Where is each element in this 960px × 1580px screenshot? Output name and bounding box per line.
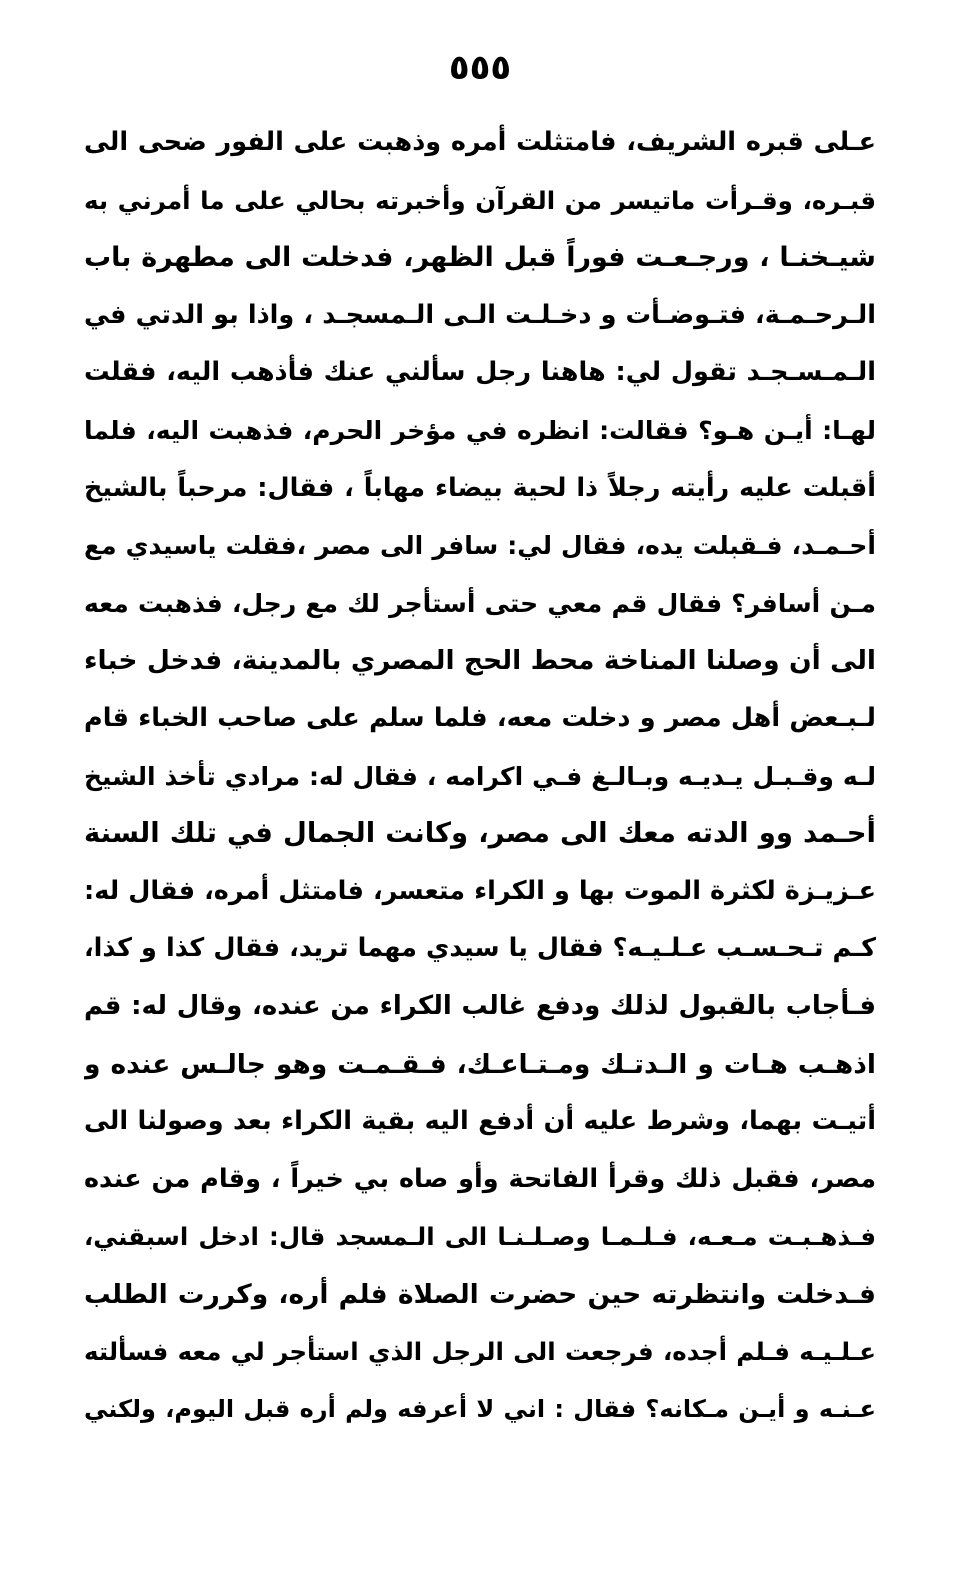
- text-line-17: اذهـب هـات و الـدتـك ومـتـاعـك، فـقـمـت وهو جالـس عنده و: [84, 1048, 876, 1080]
- text-line-20: فـذهـبـت مـعـه، فـلـمـا وصـلـنـا الى الـمسجد قال: ادخل اسبقني،: [84, 1222, 876, 1252]
- text-line-8: أحـمـد، فـقبلت يده، فقال لي: سافر الى مصر ،فقلت ياسيدي مع: [84, 531, 876, 561]
- text-line-3: شيـخنـا ، ورجـعـت فوراً قبل الظهر، فدخلت الى مطهرة باب: [84, 242, 876, 274]
- text-line-7: أقبلت عليه رأيته رجلاً ذا لحية بيضاء مهاباً ، فقال: مرحباً بالشيخ: [84, 472, 876, 503]
- text-line-12: لـه وقـبـل يـديـه وبـالـغ فـي اكرامه ، فقال له: مرادي تأخذ الشيخ: [84, 761, 876, 791]
- text-line-21: فـدخلت وانتظرته حين حضرت الصلاة فلم أره، وكررت الطلب: [84, 1278, 876, 1310]
- text-line-23: عـنـه و أيـن مـكانه؟ فقال : اني لا أعرفه ولم أره قبل اليوم، ولكني: [84, 1395, 876, 1424]
- text-line-5: الـمـسـجـد تقول لي: هاهنا رجل سألني عنك فأذهب اليه، فقلت: [84, 357, 876, 388]
- text-line-22: عـلـيـه فـلم أجده، فرجعت الى الرجل الذي استأجر لي معه فسألته: [84, 1337, 876, 1367]
- text-line-14: عـزيـزة لكثرة الموت بها و الكراء متعسر، فامتثل أمره، فقال له:: [84, 875, 876, 906]
- text-line-13: أحـمد وو الدته معك الى مصر، وكانت الجمال في تلك السنة: [84, 817, 876, 850]
- body-text: [84, 114, 876, 1439]
- text-line-19: مصر، فقبل ذلك وقرأ الفاتحة وأو صاه بي خيراً ، وقام من عنده: [84, 1163, 876, 1194]
- text-line-9: مـن أسافر؟ فقال قم معي حتى أستأجر لك مع رجل، فذهبت معه: [84, 588, 876, 618]
- text-line-2: قبـره، وقـرأت ماتيسر من القرآن وأخبرته بحالي على ما أمرني به: [84, 185, 876, 215]
- text-line-11: لـبـعض أهل مصر و دخلت معه، فلما سلم على صاحب الخباء قام: [84, 702, 876, 733]
- text-line-1: عـلى قبره الشريف، فامتثلت أمره وذهبت على الفور ضحى الى: [84, 127, 876, 157]
- page-number: ٥٥٥: [448, 48, 512, 88]
- text-line-10: الى أن وصلنا المناخة محط الحج المصري بالمدينة، فدخل خباء: [84, 645, 876, 677]
- text-line-15: كـم تـحـسـب عـلـيـه؟ فقال يا سيدي مهما تريد، فقال كذا و كذا،: [84, 933, 876, 964]
- text-line-16: فـأجاب بالقبول لذلك ودفع غالب الكراء من عنده، وقال له: قم: [84, 990, 876, 1021]
- text-line-4: الـرحـمـة، فتـوضـأت و دخـلـت الـى الـمسجـد ، واذا بو الدتي في: [84, 299, 876, 330]
- text-line-6: لهـا: أيـن هـو؟ فقالت: انظره في مؤخر الحرم، فذهبت اليه، فلما: [84, 415, 876, 445]
- text-line-18: أتيـت بهما، وشرط عليه أن أدفع اليه بقية الكراء بعد وصولنا الى: [84, 1106, 876, 1137]
